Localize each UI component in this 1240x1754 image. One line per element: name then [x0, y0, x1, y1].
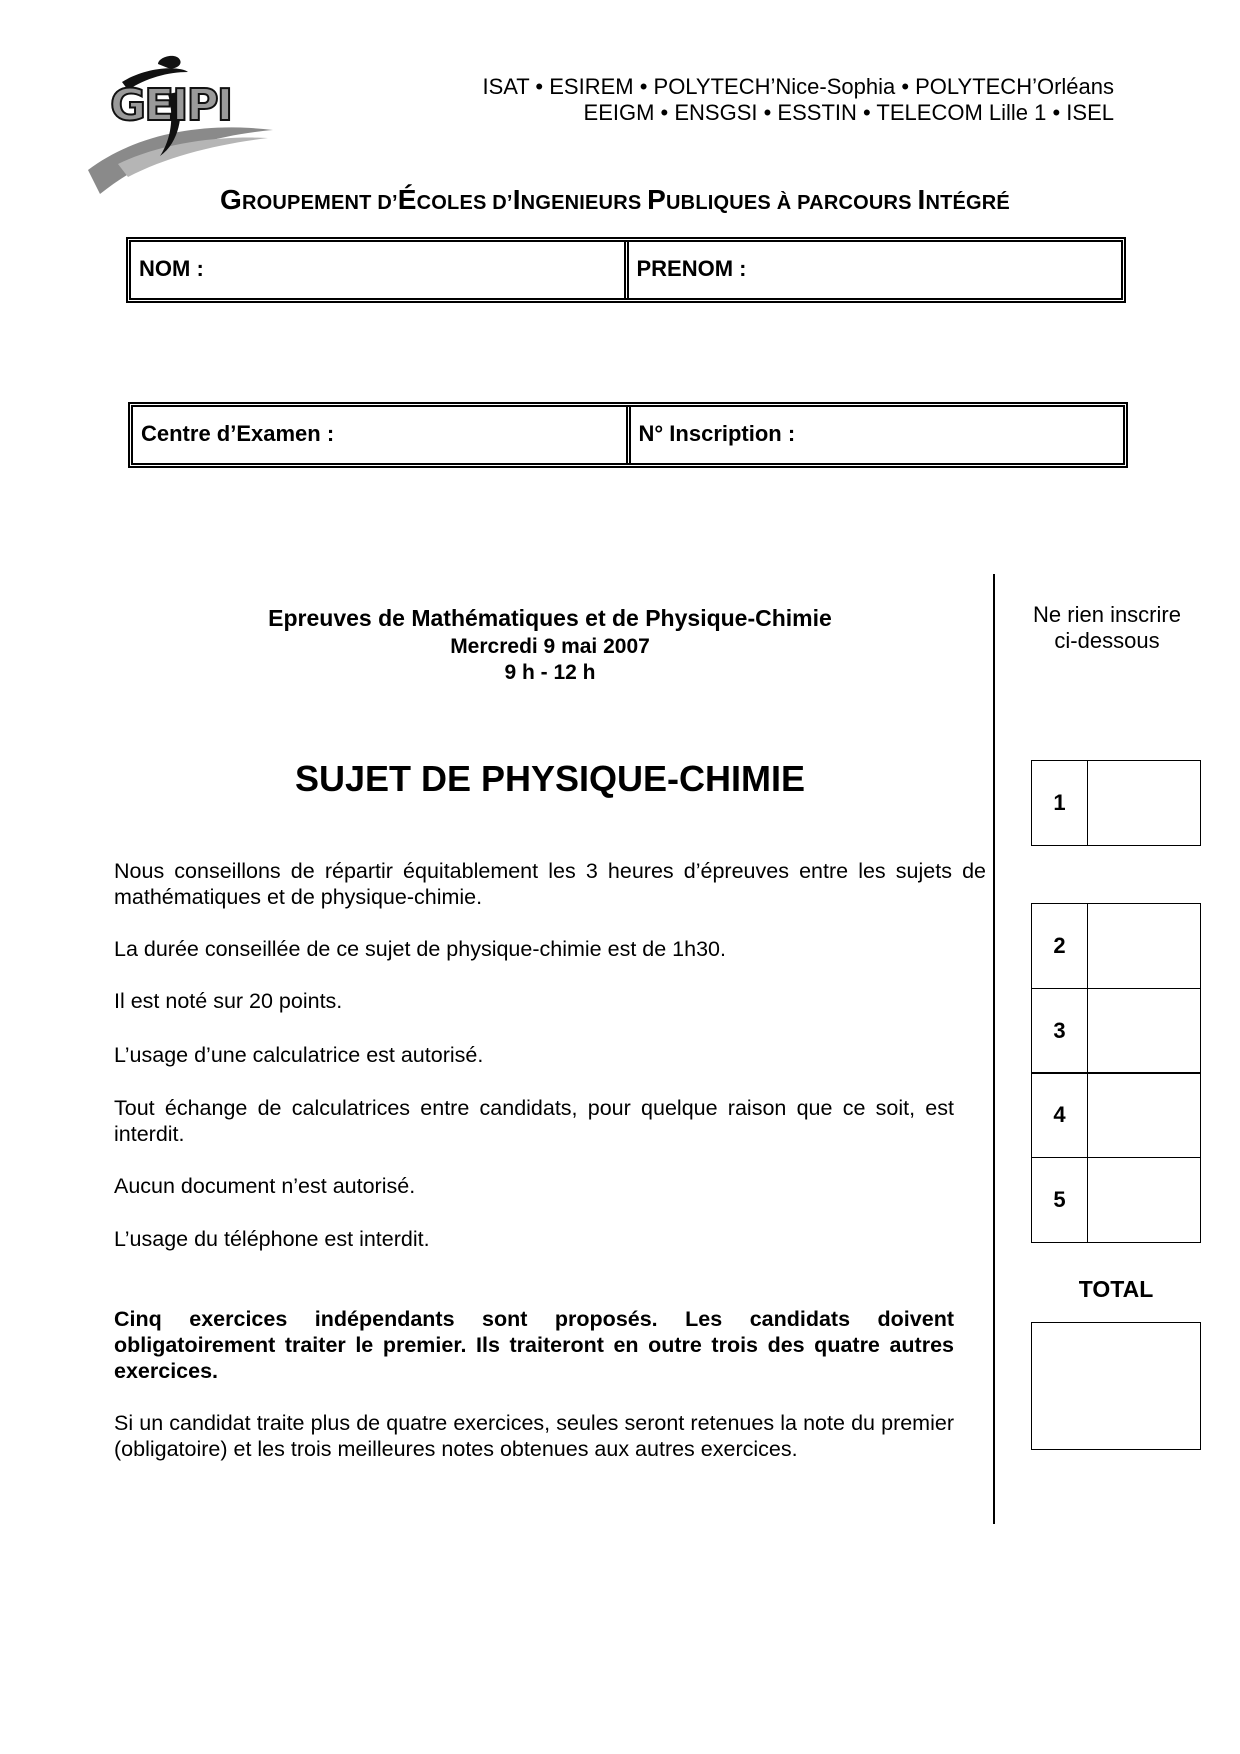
score-row-5: [1031, 1157, 1201, 1243]
score-row-number: 5: [1032, 1158, 1088, 1242]
exam-centre-box: [128, 402, 1128, 468]
score-cell: [1088, 1158, 1200, 1242]
instruction-paragraph: Il est noté sur 20 points.: [114, 989, 343, 1013]
exam-subjects: Epreuves de Mathématiques et de Physique-Chimie: [268, 605, 832, 631]
schools-line-1: ISAT • ESIREM • POLYTECH’Nice-Sophia • POLYTECH’Orléans: [482, 74, 1114, 99]
score-row-number: 1: [1032, 761, 1088, 845]
score-row-1: [1031, 760, 1201, 846]
prenom-label: PRENOM :: [636, 256, 747, 281]
score-cell: [1088, 904, 1200, 988]
page-title: SUJET DE PHYSIQUE-CHIMIE: [294, 758, 806, 799]
inscription-field[interactable]: [626, 407, 1124, 463]
instruction-paragraph: Nous conseillons de répartir équitablement les 3 heures d’épreuves entre les sujets de mathématiques et de physique-chimie.: [114, 859, 986, 909]
score-cell: [1088, 1073, 1200, 1157]
centre-label: Centre d’Examen :: [141, 421, 335, 446]
logo-text: GEIPI: [110, 80, 232, 131]
score-row-2: [1031, 903, 1201, 989]
instruction-paragraph: Si un candidat traite plus de quatre exercices, seules seront retenues la note du premier (obligatoire) et les trois meilleures notes obtenues aux autres exercices.: [114, 1411, 954, 1461]
score-cell: [1088, 761, 1200, 845]
score-row-4: [1031, 1072, 1201, 1158]
nom-field[interactable]: [131, 242, 624, 298]
total-label: TOTAL: [1078, 1276, 1154, 1302]
group-title: GROUPEMENT D’ÉCOLES D’INGENIEURS PUBLIQUES À PARCOURS INTÉGRÉ: [220, 184, 1010, 215]
instruction-paragraph: Tout échange de calculatrices entre candidats, pour quelque raison que ce soit, est interdit.: [114, 1096, 954, 1146]
score-row-number: 4: [1032, 1073, 1088, 1157]
score-row-number: 3: [1032, 989, 1088, 1073]
schools-line-2: EEIGM • ENSGSI • ESSTIN • TELECOM Lille 1 • ISEL: [583, 100, 1114, 125]
instruction-paragraph: Aucun document n’est autorisé.: [114, 1174, 416, 1198]
geipi-logo: [88, 52, 308, 197]
do-not-write-note: Ne rien inscrire ci-dessous: [1033, 602, 1181, 653]
column-divider: [993, 574, 995, 1524]
score-row-number: 2: [1032, 904, 1088, 988]
score-row-3: [1031, 988, 1201, 1074]
exam-hours: 9 h - 12 h: [504, 661, 596, 684]
instruction-paragraph: L’usage du téléphone est interdit.: [114, 1227, 430, 1251]
instruction-paragraph: La durée conseillée de ce sujet de physique-chimie est de 1h30.: [114, 937, 726, 961]
geipi-logo-graphic: [88, 52, 308, 197]
name-box: [126, 237, 1126, 303]
score-cell: [1088, 989, 1200, 1073]
total-box: [1031, 1322, 1201, 1450]
inscription-label: N° Inscription :: [638, 421, 796, 446]
exam-date: Mercredi 9 mai 2007: [450, 635, 650, 658]
nom-label: NOM :: [139, 256, 204, 281]
prenom-field[interactable]: [624, 242, 1122, 298]
instruction-paragraph-bold: Cinq exercices indépendants sont proposés. Les candidats doivent obligatoirement traiter le premier. Ils traiteront en outre trois des quatre autres exercices.: [114, 1307, 954, 1383]
instruction-paragraph: L’usage d’une calculatrice est autorisé.: [114, 1043, 484, 1067]
centre-field[interactable]: [133, 407, 626, 463]
score-grid: [1031, 903, 1201, 1243]
